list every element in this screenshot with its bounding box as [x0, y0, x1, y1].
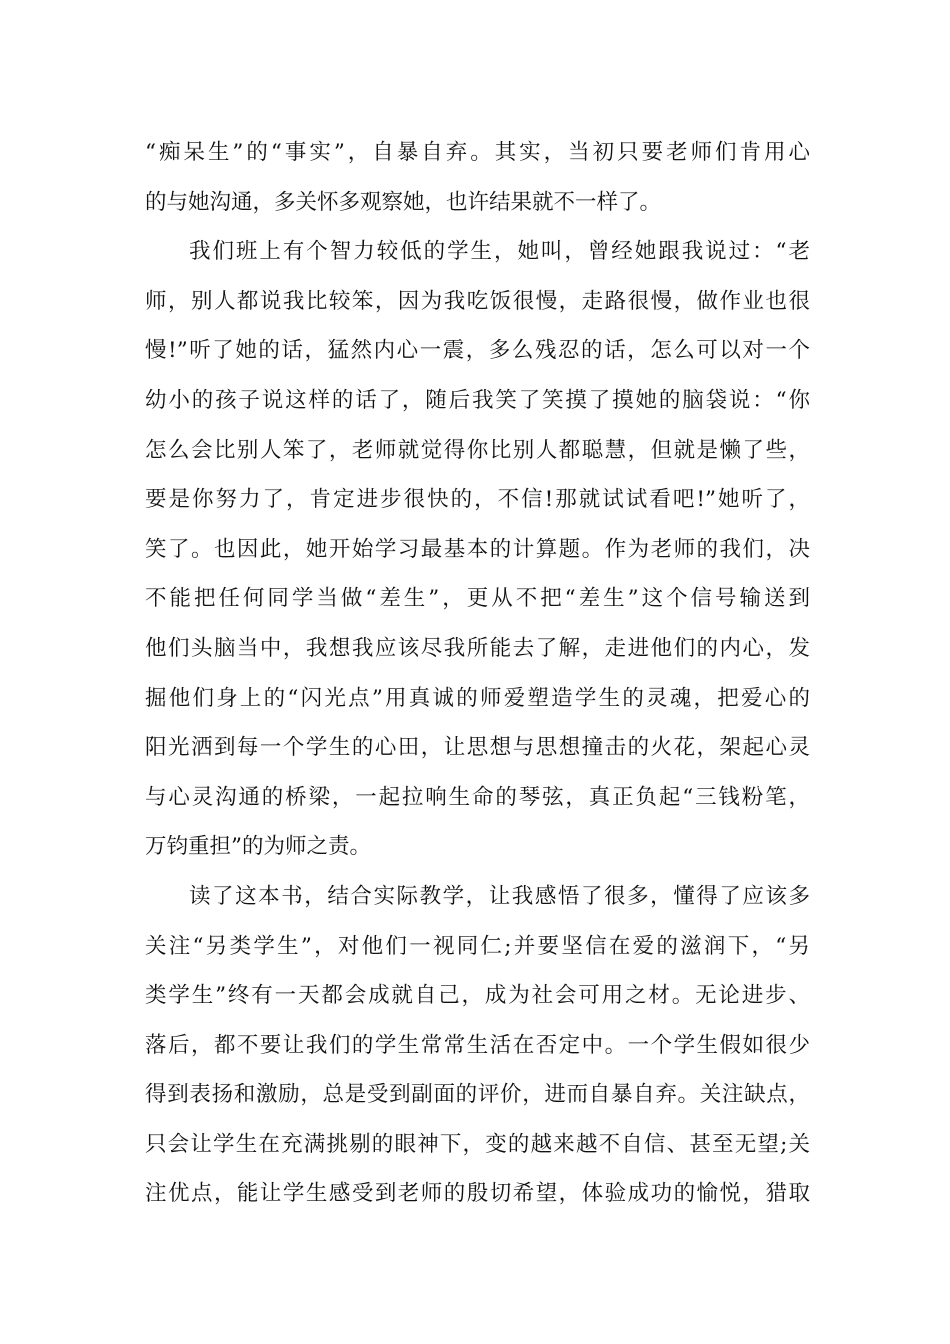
text-line: 掘他们身上的“闪光点”用真诚的师爱塑造学生的灵魂，把爱心的: [145, 685, 810, 711]
text-line: 的与她沟通，多关怀多观察她，也许结果就不一样了。: [145, 189, 662, 215]
text-line: 读了这本书，结合实际教学，让我感悟了很多，懂得了应该多: [189, 883, 810, 909]
text-line: 师，别人都说我比较笨，因为我吃饭很慢，走路很慢，做作业也很: [145, 288, 810, 314]
text-line: 不能把任何同学当做“差生”，更从不把“差生”这个信号输送到: [145, 586, 810, 612]
text-line: 幼小的孩子说这样的话了，随后我笑了笑摸了摸她的脑袋说：“你: [145, 387, 810, 413]
text-line: 他们头脑当中，我想我应该尽我所能去了解，走进他们的内心，发: [145, 635, 810, 661]
text-line: 得到表扬和激励，总是受到副面的评价，进而自暴自弃。关注缺点，: [145, 1082, 810, 1108]
text-line: 万钧重担”的为师之责。: [145, 834, 371, 860]
text-line: “痴呆生”的“事实”，自暴自弃。其实，当初只要老师们肯用心: [145, 140, 810, 165]
text-line: 注优点，能让学生感受到老师的殷切希望，体验成功的愉悦，猎取: [145, 1181, 810, 1207]
text-line: 只会让学生在充满挑剔的眼神下，变的越来越不自信、甚至无望;关: [145, 1131, 810, 1157]
body-text: [145, 128, 810, 1219]
text-line: 慢!”听了她的话，猛然内心一震，多么残忍的话，怎么可以对一个: [145, 338, 810, 364]
text-line: 关注“另类学生”，对他们一视同仁;并要坚信在爱的滋润下，“另: [145, 933, 810, 959]
text-line: 阳光洒到每一个学生的心田，让思想与思想撞击的火花，架起心灵: [145, 735, 810, 761]
text-line: 要是你努力了，肯定进步很快的，不信!那就试试看吧!”她听了，: [145, 487, 810, 513]
text-line: 与心灵沟通的桥梁，一起拉响生命的琴弦，真正负起“三钱粉笔，: [145, 784, 810, 810]
text-line: 类学生”终有一天都会成就自己，成为社会可用之材。无论进步、: [145, 983, 810, 1009]
text-line: 怎么会比别人笨了，老师就觉得你比别人都聪慧，但就是懒了些，: [145, 437, 810, 463]
text-line: 笑了。也因此，她开始学习最基本的计算题。作为老师的我们，决: [145, 536, 810, 562]
text-line: 落后，都不要让我们的学生常常生活在否定中。一个学生假如很少: [145, 1032, 810, 1058]
text-line: 我们班上有个智力较低的学生，她叫，曾经她跟我说过：“老: [189, 239, 810, 265]
